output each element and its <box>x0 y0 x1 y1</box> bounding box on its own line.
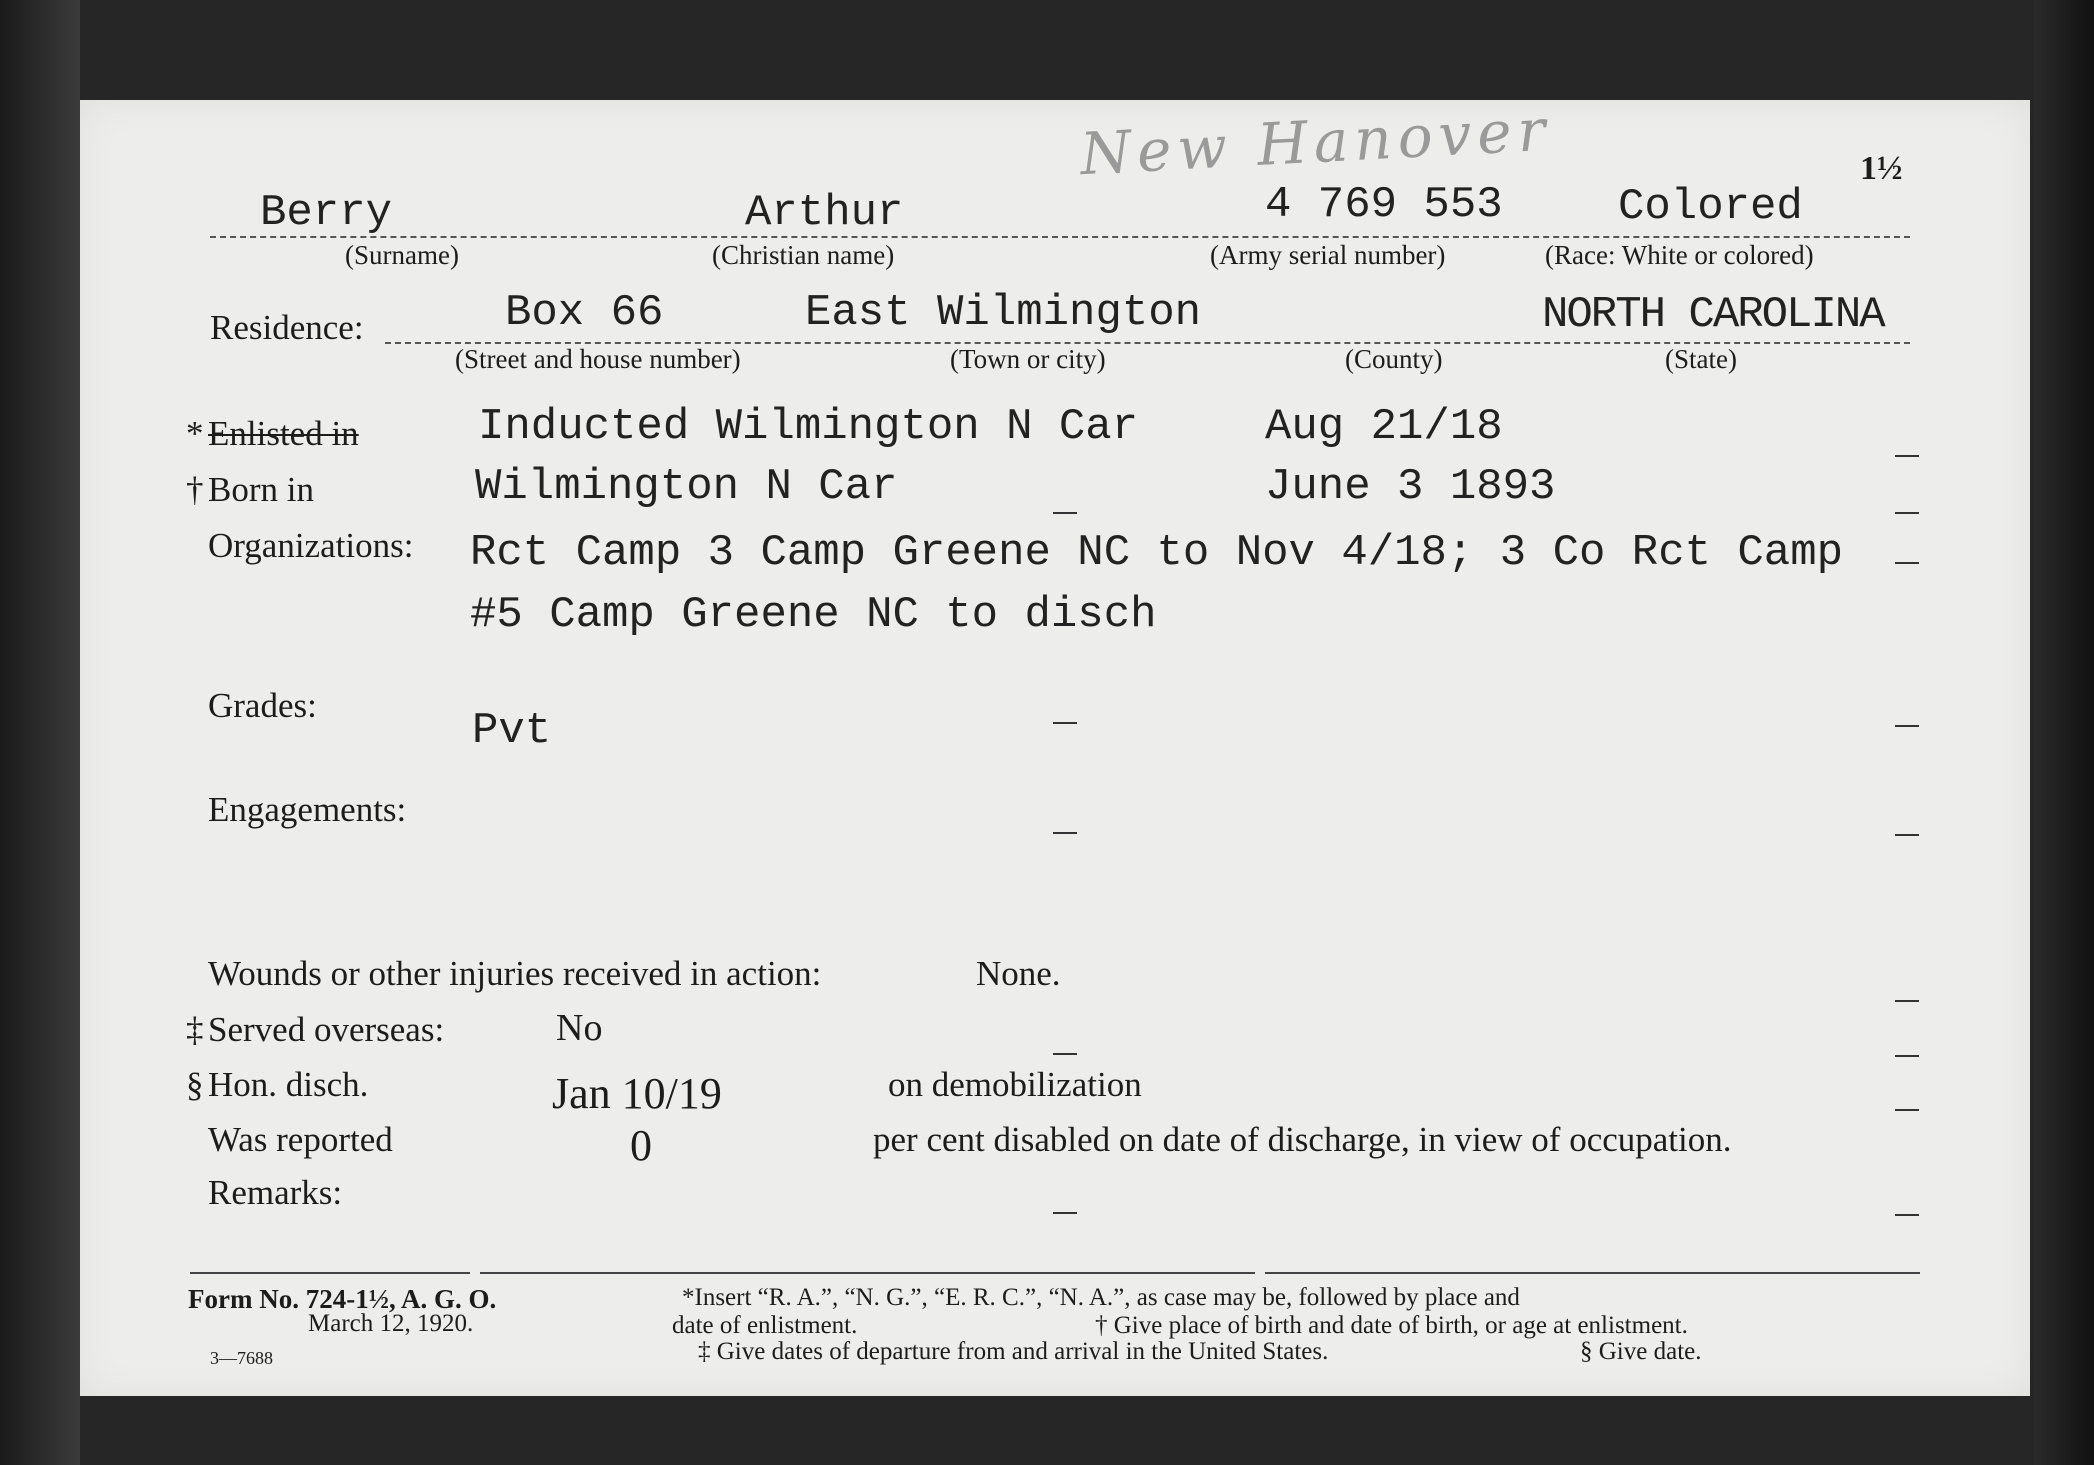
enlisted-date: Aug 21/18 <box>1265 402 1503 452</box>
town-caption: (Town or city) <box>950 344 1106 374</box>
footnote-enlistment: date of enlistment. <box>672 1312 858 1339</box>
footer-rule-2 <box>480 1272 1255 1274</box>
state-caption: (State) <box>1665 344 1737 374</box>
print-code: 3—7688 <box>210 1348 273 1368</box>
race-value: Colored <box>1618 182 1803 232</box>
surname-value: Berry <box>260 188 393 238</box>
christian-name-caption: (Christian name) <box>712 240 895 270</box>
served-marker: ‡ <box>186 1010 204 1049</box>
wounds-value: None. <box>976 954 1061 993</box>
born-tick <box>1895 512 1919 514</box>
born-mid-tick <box>1053 512 1077 514</box>
enlisted-marker: * <box>186 414 204 453</box>
organizations-label: Organizations: <box>208 526 414 565</box>
scan-border-right <box>2034 0 2094 1465</box>
residence-state: NORTH CAROLINA <box>1542 290 1884 340</box>
grades-value: Pvt <box>472 706 552 756</box>
enlisted-label: Enlisted in <box>208 414 359 453</box>
wounds-label: Wounds or other injuries received in action: <box>208 954 822 993</box>
hon-disch-marker: § <box>186 1065 204 1104</box>
footer-rule-1 <box>190 1272 470 1274</box>
residence-street: Box 66 <box>505 288 664 338</box>
engagements-mid-tick <box>1053 832 1077 834</box>
hon-disch-tick <box>1895 1109 1919 1111</box>
hon-disch-date: Jan 10/19 <box>552 1069 722 1118</box>
born-place: Wilmington N Car <box>475 462 898 512</box>
wounds-tick <box>1895 1000 1919 1002</box>
born-label: Born in <box>208 470 314 509</box>
county-caption: (County) <box>1345 344 1443 374</box>
grades-tick <box>1895 725 1919 727</box>
surname-caption: (Surname) <box>345 240 459 270</box>
remarks-label: Remarks: <box>208 1173 343 1212</box>
enlisted-value: Inducted Wilmington N Car <box>478 402 1139 452</box>
remarks-mid-tick <box>1053 1212 1077 1214</box>
residence-label: Residence: <box>210 308 364 347</box>
enlisted-tick <box>1895 455 1919 457</box>
remarks-tick <box>1895 1214 1919 1216</box>
name-row-rule <box>210 236 1910 238</box>
street-caption: (Street and house number) <box>455 344 741 374</box>
born-marker: † <box>186 470 204 509</box>
engagements-tick <box>1895 834 1919 836</box>
handwritten-county: New Hanover <box>1078 95 1553 189</box>
serial-caption: (Army serial number) <box>1210 240 1446 270</box>
hon-disch-label: Hon. disch. <box>208 1065 369 1104</box>
engagements-label: Engagements: <box>208 790 407 829</box>
residence-town: East Wilmington <box>805 288 1202 338</box>
race-caption: (Race: White or colored) <box>1545 240 1814 270</box>
footer-rule-3 <box>1265 1272 1920 1274</box>
organizations-line1: Rct Camp 3 Camp Greene NC to Nov 4/18; 3 Co Rct Camp <box>470 528 1844 578</box>
christian-name-value: Arthur <box>745 188 904 238</box>
form-date: March 12, 1920. <box>308 1310 474 1337</box>
born-date: June 3 1893 <box>1265 462 1556 512</box>
footnote-overseas: ‡ Give dates of departure from and arrival in the United States. <box>698 1338 1329 1365</box>
scan-border-left <box>0 0 80 1465</box>
service-record-card <box>80 95 2030 1396</box>
disabled-percent: 0 <box>630 1121 652 1170</box>
organizations-tick <box>1895 562 1919 564</box>
form-number: Form No. 724-1½, A. G. O. <box>188 1284 497 1314</box>
organizations-line2: #5 Camp Greene NC to disch <box>470 590 1157 640</box>
footnote-insert: *Insert “R. A.”, “N. G.”, “E. R. C.”, “N. A.”, as case may be, followed by place and <box>682 1284 1520 1311</box>
served-overseas-label: Served overseas: <box>208 1010 445 1049</box>
served-overseas-value: No <box>556 1007 603 1049</box>
percent-disabled-text: per cent disabled on date of discharge, in view of occupation. <box>873 1120 1732 1159</box>
on-demobilization-text: on demobilization <box>888 1065 1142 1104</box>
grades-label: Grades: <box>208 686 317 725</box>
footnote-birth: † Give place of birth and date of birth, or age at enlistment. <box>1095 1312 1688 1339</box>
card-number: 1½ <box>1860 150 1903 187</box>
army-serial-value: 4 769 553 <box>1265 180 1503 230</box>
grades-mid-tick <box>1053 722 1077 724</box>
served-tick <box>1895 1055 1919 1057</box>
served-mid-tick <box>1053 1053 1077 1055</box>
was-reported-label: Was reported <box>208 1120 393 1159</box>
footnote-date: § Give date. <box>1580 1338 1702 1365</box>
